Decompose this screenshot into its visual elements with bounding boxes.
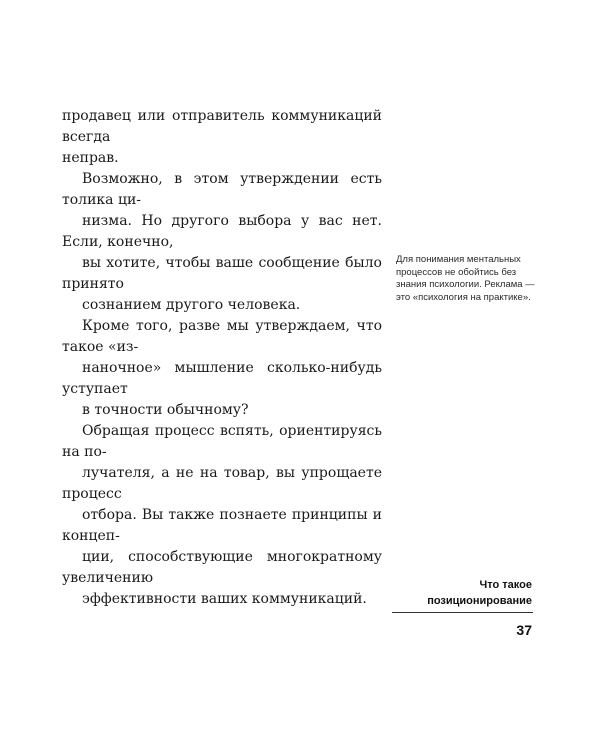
margin-note-line: Для понимания ментальных: [396, 254, 521, 265]
footer-title-line-2: позиционирование: [427, 595, 532, 607]
paragraph-2: [62, 169, 382, 316]
text-line: неправ.: [62, 150, 119, 166]
footer-title-line-1: Что такое: [479, 579, 532, 591]
text-line: Возможно, в этом утверждении есть толика ци-: [62, 171, 382, 208]
text-line: Обращая процесс вспять, ориентируясь на по-: [62, 423, 382, 460]
text-line: лучателя, а не на товар, вы упрощаете процесс: [62, 465, 382, 502]
text-line: продавец или отправитель коммуникаций всегда: [62, 108, 382, 145]
margin-note-line: знания психологии. Реклама —: [396, 279, 535, 290]
text-line: ции, способствующие многократному увеличению: [62, 549, 382, 586]
text-line: вы хотите, чтобы ваше сообщение было принято: [62, 255, 382, 292]
margin-note-line: это «психология на практике».: [396, 291, 531, 303]
text-line: сознанием другого человека.: [82, 297, 301, 313]
footer-divider: [392, 612, 533, 613]
running-footer-title: [332, 577, 532, 609]
text-line: в точности обычному?: [82, 402, 249, 418]
text-line: наночное» мышление сколько-нибудь уступает: [62, 360, 382, 397]
text-line: Кроме того, разве мы утверждаем, что такое «из-: [62, 318, 382, 355]
margin-note: [396, 254, 544, 304]
paragraph-1: [62, 106, 382, 169]
text-line: отбора. Вы также познаете принципы и концеп-: [62, 507, 382, 544]
page-number: 37: [516, 622, 532, 638]
text-line: низма. Но другого выбора у вас нет. Если, конечно,: [62, 213, 382, 250]
main-text-column: [62, 106, 382, 610]
margin-note-line: процессов не обойтись без: [396, 266, 517, 278]
text-line: эффективности ваших коммуникаций.: [82, 591, 367, 607]
paragraph-3: [62, 316, 382, 421]
